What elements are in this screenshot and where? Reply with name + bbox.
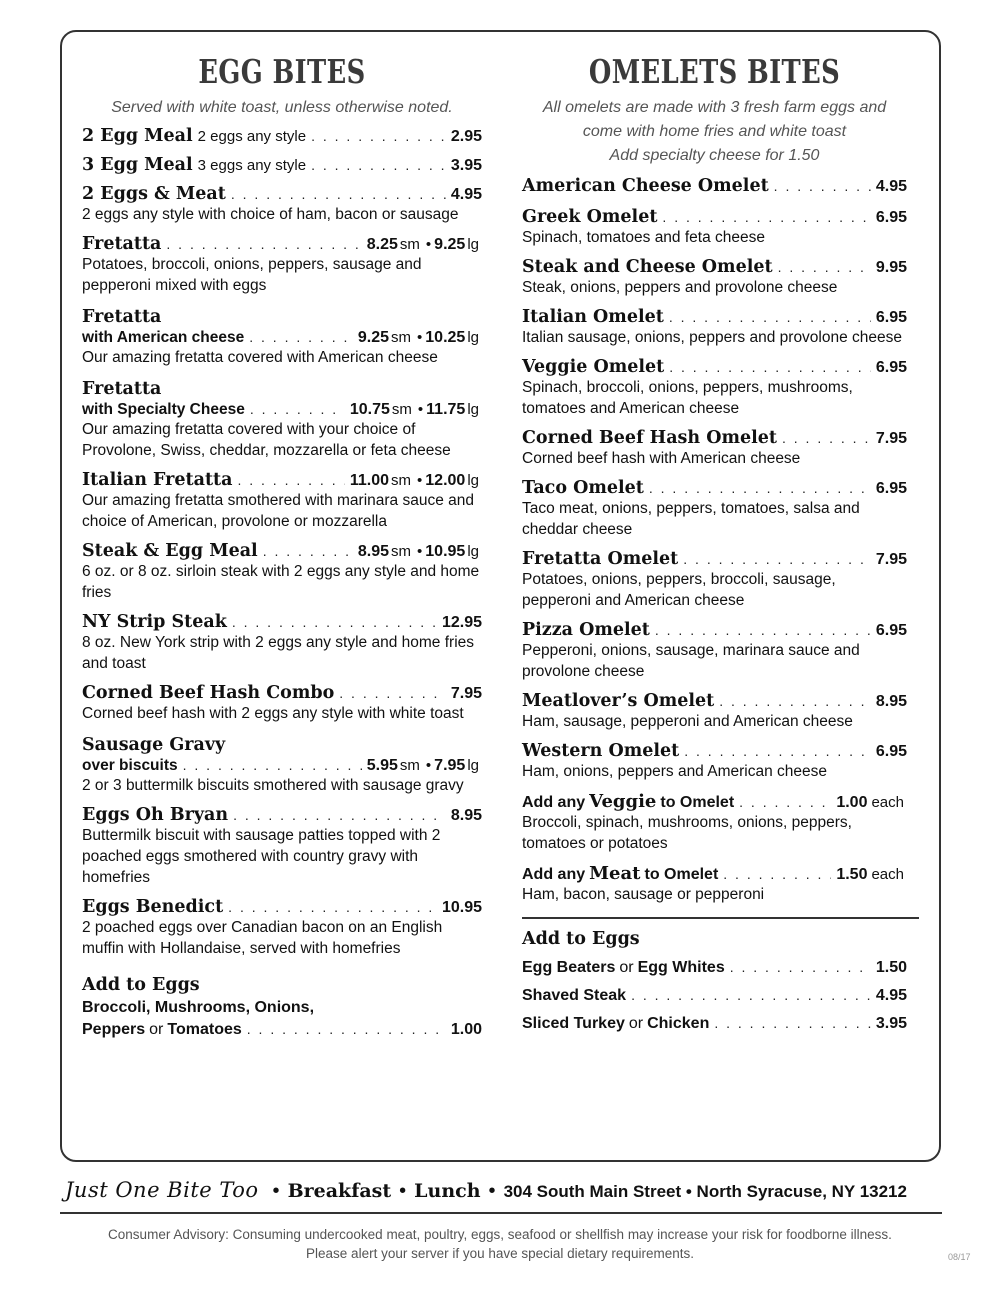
item-desc: 6 oz. or 8 oz. sirloin steak with 2 eggs any style and home fries <box>82 563 480 601</box>
addon-or: or <box>628 1015 644 1032</box>
item-desc: 8 oz. New York strip with 2 eggs any style and home fries and toast <box>82 634 475 672</box>
item-price-lg: 7.95 <box>434 757 466 774</box>
leader-dots <box>339 685 446 701</box>
menu-item-fretatta-omelet <box>522 549 907 611</box>
menu-item-american-cheese-omelet <box>522 176 907 196</box>
leader-dots <box>311 157 446 173</box>
item-name: Fretatta <box>82 234 162 254</box>
leader-dots <box>237 472 344 488</box>
omelets-subtitle-1: All omelets are made with 3 fresh farm eggs and <box>542 99 887 116</box>
add-meat-suffix: to Omelet <box>644 866 719 883</box>
menu-item-italian-fretatta <box>82 470 482 532</box>
leader-dots <box>232 614 437 630</box>
leader-dots <box>250 401 345 417</box>
item-name: Fretatta Omelet <box>522 549 679 569</box>
item-desc: Taco meat, onions, peppers, tomatoes, salsa and cheddar cheese <box>522 500 860 538</box>
size-large-label: lg <box>467 401 479 418</box>
menu-item-pizza-omelet <box>522 620 907 682</box>
item-price: 12.95 <box>441 614 482 631</box>
item-name: NY Strip Steak <box>82 612 227 632</box>
menu-item-2-egg-meal <box>82 126 482 146</box>
footer-bullet: • <box>272 1180 280 1202</box>
size-small-label: sm <box>391 543 411 560</box>
item-name: American Cheese Omelet <box>522 176 769 196</box>
item-name: Sausage Gravy <box>82 735 226 755</box>
item-name: 3 Egg Meal <box>82 155 193 175</box>
item-subname: over biscuits <box>82 757 178 774</box>
add-peppers: Peppers <box>82 1021 146 1038</box>
add-to-eggs-title: Add to Eggs <box>522 929 640 949</box>
footer-divider <box>60 1212 942 1214</box>
item-price: 4.95 <box>875 178 907 195</box>
footer-line <box>65 1178 935 1208</box>
item-name: Eggs Oh Bryan <box>82 805 229 825</box>
size-large-label: lg <box>467 543 479 560</box>
leader-dots <box>183 757 362 773</box>
addon-egg-beaters <box>522 959 907 977</box>
menu-item-eggs-oh-bryan <box>82 805 482 888</box>
addon-sliced-turkey <box>522 1015 907 1033</box>
item-desc: Potatoes, broccoli, onions, peppers, sausage and pepperoni mixed with eggs <box>82 256 422 294</box>
egg-bites-title: EGG BITES <box>198 52 366 91</box>
item-desc: Our amazing fretatta covered with your choice of Provolone, Swiss, cheddar, mozzarella or feta cheese <box>82 421 451 459</box>
menu-frame <box>60 30 941 1162</box>
leader-dots <box>774 178 871 194</box>
addon-a: Sliced Turkey <box>522 1015 625 1032</box>
leader-dots <box>311 128 446 144</box>
leader-dots <box>649 480 871 496</box>
item-name: 2 Eggs & Meat <box>82 184 226 204</box>
item-desc: 2 poached eggs over Canadian bacon on an English muffin with Hollandaise, served with homefries <box>82 919 443 957</box>
item-subname: with Specialty Cheese <box>82 401 245 418</box>
menu-item-fretatta-american <box>82 305 482 368</box>
item-price-lg: 9.25 <box>434 236 466 253</box>
menu-item-fretatta <box>82 234 482 296</box>
advisory-line-1: Consumer Advisory: Consuming undercooked meat, poultry, eggs, seafood or shellfish may increase your risk for foodborne illness. <box>108 1227 892 1242</box>
consumer-advisory <box>60 1225 940 1263</box>
leader-dots <box>730 959 871 975</box>
item-desc: Italian sausage, onions, peppers and provolone cheese <box>522 329 903 346</box>
item-name: Pizza Omelet <box>522 620 650 640</box>
bullet: • <box>425 236 432 253</box>
menu-item-taco-omelet <box>522 478 907 540</box>
item-name: Fretatta <box>82 379 162 399</box>
omelets-subtitle-2: come with home fries and white toast <box>582 123 847 140</box>
leader-dots <box>669 309 871 325</box>
menu-item-greek-omelet <box>522 207 907 248</box>
leader-dots <box>655 622 871 638</box>
leader-dots <box>683 551 871 567</box>
item-price-lg: 10.25 <box>425 329 466 346</box>
item-price: 7.95 <box>450 685 482 702</box>
menu-item-corned-beef-omelet <box>522 428 907 469</box>
item-price: 6.95 <box>875 309 907 326</box>
bullet: • <box>417 472 423 489</box>
add-to-eggs-line1: Broccoli, Mushrooms, Onions, <box>82 999 315 1016</box>
item-price: 4.95 <box>450 186 482 203</box>
leader-dots <box>231 186 446 202</box>
size-small-label: sm <box>399 236 420 253</box>
leader-dots <box>631 987 871 1003</box>
add-veggie-to-omelet <box>522 791 907 854</box>
add-price: 1.00 <box>450 1021 482 1038</box>
item-desc: Potatoes, onions, peppers, broccoli, sausage, pepperoni and American cheese <box>522 571 836 609</box>
addon-or: or <box>619 959 634 976</box>
size-small-label: sm <box>391 472 411 489</box>
footer-bullet: • <box>399 1180 407 1202</box>
item-desc: Spinach, tomatoes and feta cheese <box>522 229 765 246</box>
egg-bites-column <box>82 32 482 1048</box>
item-desc: 2 eggs any style with choice of ham, bacon or sausage <box>82 206 459 223</box>
leader-dots <box>662 209 870 225</box>
menu-item-italian-omelet <box>522 307 907 348</box>
item-price-sm: 5.95 <box>366 757 398 774</box>
item-price-lg: 10.95 <box>425 543 466 560</box>
item-price: 2.95 <box>450 128 482 145</box>
item-desc: Steak, onions, peppers and provolone cheese <box>522 279 838 296</box>
item-subname: with American cheese <box>82 329 245 346</box>
footer-address: 304 South Main Street • North Syracuse, NY 13212 <box>503 1182 907 1201</box>
item-price: 6.95 <box>875 209 907 226</box>
menu-item-ny-strip-steak <box>82 612 482 674</box>
item-inline-desc: 3 eggs any style <box>197 157 307 174</box>
item-desc: Corned beef hash with 2 eggs any style with white toast <box>82 705 464 722</box>
item-desc: Buttermilk biscuit with sausage patties topped with 2 poached eggs smothered with country gravy with homefries <box>82 827 441 886</box>
item-price: 6.95 <box>875 622 907 639</box>
addon-price: 3.95 <box>875 1015 907 1032</box>
addon-b: Egg Whites <box>637 959 725 976</box>
addon-price: 1.50 <box>875 959 907 976</box>
item-desc: 2 or 3 buttermilk biscuits smothered with sausage gravy <box>82 777 464 794</box>
item-desc: Our amazing fretatta smothered with marinara sauce and choice of American, provolone or mozzarella <box>82 492 474 530</box>
item-desc: Ham, onions, peppers and American cheese <box>522 763 828 780</box>
bullet: • <box>417 401 424 418</box>
leader-dots <box>778 259 871 275</box>
addon-a: Egg Beaters <box>522 959 616 976</box>
leader-dots <box>228 899 437 915</box>
item-price: 8.95 <box>450 807 482 824</box>
menu-item-eggs-benedict <box>82 897 482 959</box>
item-name: Veggie Omelet <box>522 357 665 377</box>
addon-a: Shaved Steak <box>522 987 627 1004</box>
size-large-label: lg <box>467 757 479 774</box>
print-code: 08/17 <box>948 1252 971 1262</box>
size-small-label: sm <box>399 757 420 774</box>
menu-item-sausage-gravy <box>82 733 482 796</box>
item-name: Taco Omelet <box>522 478 644 498</box>
footer-breakfast: Breakfast <box>287 1180 392 1202</box>
leader-dots <box>166 236 361 252</box>
leader-dots <box>247 1021 446 1037</box>
item-price: 7.95 <box>875 551 907 568</box>
item-price-lg: 12.00 <box>425 472 466 489</box>
item-name: Corned Beef Hash Omelet <box>522 428 777 448</box>
item-desc: Ham, sausage, pepperoni and American cheese <box>522 713 853 730</box>
leader-dots <box>739 794 831 810</box>
section-divider <box>522 917 919 919</box>
size-small-label: sm <box>391 329 411 346</box>
item-price-sm: 11.00 <box>349 472 389 489</box>
bullet: • <box>417 329 423 346</box>
item-price-sm: 9.25 <box>357 329 389 346</box>
addon-shaved-steak <box>522 987 907 1005</box>
item-name: Steak & Egg Meal <box>82 541 258 561</box>
item-name: Western Omelet <box>522 741 680 761</box>
menu-item-2-eggs-meat <box>82 184 482 225</box>
item-price: 9.95 <box>875 259 907 276</box>
add-tomatoes: Tomatoes <box>167 1021 242 1038</box>
item-name: Fretatta <box>82 307 162 327</box>
item-price: 6.95 <box>875 480 907 497</box>
leader-dots <box>684 743 871 759</box>
item-name: Corned Beef Hash Combo <box>82 683 335 703</box>
item-price-sm: 8.25 <box>366 236 398 253</box>
add-veggie-suffix: to Omelet <box>660 794 735 811</box>
add-veggie-desc: Broccoli, spinach, mushrooms, onions, peppers, tomatoes or potatoes <box>522 814 852 852</box>
leader-dots <box>263 543 353 559</box>
item-desc: Our amazing fretatta covered with American cheese <box>82 349 438 366</box>
add-meat-price: 1.50 <box>836 866 868 883</box>
omelets-subtitle-3: Add specialty cheese for 1.50 <box>609 147 820 164</box>
item-price-sm: 8.95 <box>357 543 389 560</box>
bullet: • <box>425 757 432 774</box>
leader-dots <box>669 359 871 375</box>
menu-item-steak-cheese-omelet <box>522 257 907 298</box>
item-name: Greek Omelet <box>522 207 658 227</box>
item-price: 7.95 <box>875 430 907 447</box>
size-large-label: lg <box>467 329 479 346</box>
item-price: 10.95 <box>441 899 482 916</box>
leader-dots <box>723 866 831 882</box>
add-veggie-prefix: Add any <box>522 794 586 811</box>
size-small-label: sm <box>391 401 412 418</box>
size-large-label: lg <box>467 472 479 489</box>
add-meat-word: Meat <box>589 863 641 884</box>
item-name: Italian Omelet <box>522 307 664 327</box>
footer-lunch: Lunch <box>414 1180 481 1202</box>
item-price-lg: 11.75 <box>426 401 466 418</box>
add-meat-each: each <box>871 866 904 883</box>
leader-dots <box>719 693 871 709</box>
item-name: Eggs Benedict <box>82 897 224 917</box>
add-to-eggs-left <box>82 973 482 1039</box>
brand-logo-text: Just One Bite Too <box>65 1178 259 1202</box>
egg-bites-subtitle: Served with white toast, unless otherwise noted. <box>111 99 453 116</box>
menu-item-meatlovers-omelet <box>522 691 907 732</box>
add-meat-prefix: Add any <box>522 866 586 883</box>
add-meat-desc: Ham, bacon, sausage or pepperoni <box>522 886 765 903</box>
leader-dots <box>233 807 446 823</box>
item-name: 2 Egg Meal <box>82 126 193 146</box>
addon-b: Chicken <box>647 1015 710 1032</box>
add-veggie-each: each <box>871 794 904 811</box>
item-price-sm: 10.75 <box>349 401 390 418</box>
menu-item-fretatta-specialty <box>82 377 482 461</box>
footer-bullet: • <box>488 1180 496 1202</box>
menu-item-veggie-omelet <box>522 357 907 419</box>
item-price: 6.95 <box>875 743 907 760</box>
add-to-eggs-right <box>522 927 907 1033</box>
size-large-label: lg <box>467 236 479 253</box>
item-inline-desc: 2 eggs any style <box>197 128 307 145</box>
add-or: or <box>149 1021 164 1038</box>
leader-dots <box>249 329 353 345</box>
item-desc: Corned beef hash with American cheese <box>522 450 801 467</box>
addon-price: 4.95 <box>875 987 907 1004</box>
menu-item-corned-beef-combo <box>82 683 482 724</box>
item-desc: Spinach, broccoli, onions, peppers, mushrooms, tomatoes and American cheese <box>522 379 853 417</box>
leader-dots <box>782 430 871 446</box>
add-veggie-word: Veggie <box>589 791 657 812</box>
add-meat-to-omelet <box>522 863 907 905</box>
omelets-column <box>522 32 907 1043</box>
advisory-line-2: Please alert your server if you have special dietary requirements. <box>306 1246 694 1261</box>
item-price: 6.95 <box>875 359 907 376</box>
bullet: • <box>417 543 423 560</box>
item-price: 3.95 <box>450 157 482 174</box>
item-price: 8.95 <box>875 693 907 710</box>
menu-item-3-egg-meal <box>82 155 482 175</box>
add-to-eggs-title: Add to Eggs <box>82 975 200 995</box>
menu-item-western-omelet <box>522 741 907 782</box>
item-name: Italian Fretatta <box>82 470 233 490</box>
item-name: Steak and Cheese Omelet <box>522 257 773 277</box>
menu-item-steak-egg-meal <box>82 541 482 603</box>
item-name: Meatlover’s Omelet <box>522 691 715 711</box>
item-desc: Pepperoni, onions, sausage, marinara sauce and provolone cheese <box>522 642 860 680</box>
leader-dots <box>714 1015 871 1031</box>
omelets-title: OMELETS BITES <box>588 52 841 91</box>
add-veggie-price: 1.00 <box>836 794 868 811</box>
